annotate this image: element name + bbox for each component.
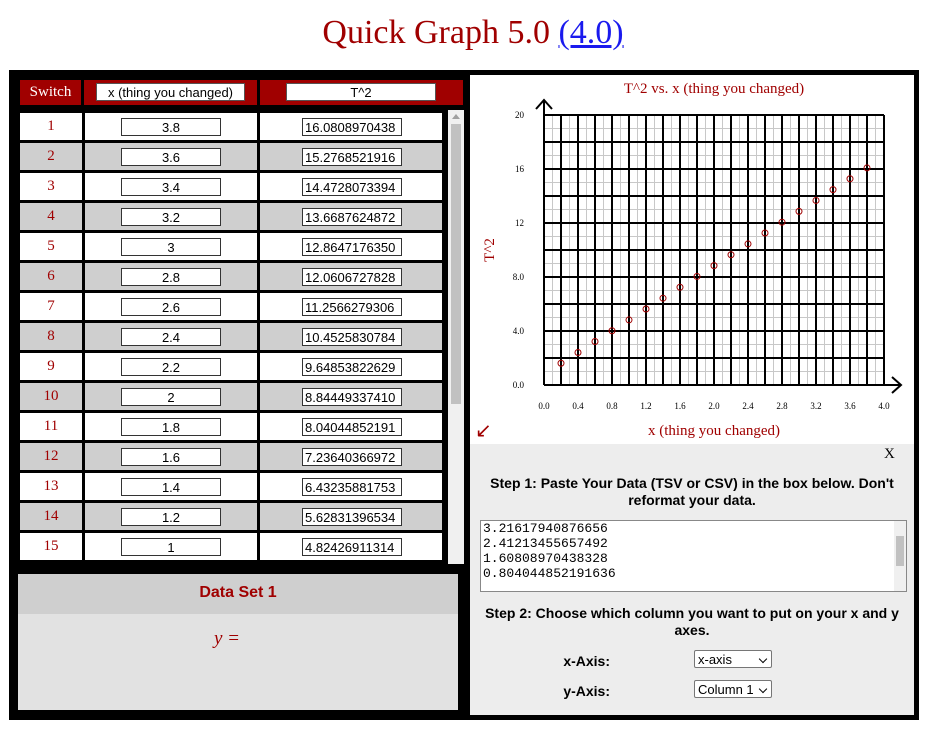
row-number: 2: [20, 143, 82, 170]
y-value-input[interactable]: [302, 208, 402, 226]
row-number: 11: [20, 413, 82, 440]
y-cell: [260, 413, 442, 440]
y-value-input[interactable]: [302, 298, 402, 316]
data-paste-textarea[interactable]: [480, 520, 907, 592]
x-value-input[interactable]: [121, 298, 221, 316]
data-line: 1.60808970438328: [483, 551, 608, 566]
table-row: [18, 443, 444, 470]
x-axis-title: x (thing you changed): [647, 423, 781, 439]
x-cell: [85, 203, 257, 230]
y-cell: [260, 293, 442, 320]
x-tick-label: 2.0: [708, 401, 720, 411]
y-value-input[interactable]: [302, 118, 402, 136]
data-line: 2.41213455657492: [483, 536, 608, 551]
row-number: 1: [20, 113, 82, 140]
x-axis-select[interactable]: x-axis: [694, 650, 772, 668]
x-tick-label: 2.4: [742, 401, 754, 411]
step1-instructions: Step 1: Paste Your Data (TSV or CSV) in the box below. Don't reformat your data.: [490, 475, 894, 508]
scroll-thumb[interactable]: [451, 124, 461, 404]
x-value-input[interactable]: [121, 448, 221, 466]
table-row: [18, 113, 444, 140]
x-cell: [85, 323, 257, 350]
y-value-input[interactable]: [302, 268, 402, 286]
table-row: [18, 173, 444, 200]
x-tick-label: 3.2: [810, 401, 822, 411]
resize-arrow-icon[interactable]: ↙: [475, 418, 492, 442]
y-value-input[interactable]: [302, 358, 402, 376]
x-tick-label: 0.8: [606, 401, 618, 411]
dataset-title: Data Set 1: [18, 574, 458, 614]
row-number: 8: [20, 323, 82, 350]
y-cell: [260, 533, 442, 560]
table-row: [18, 533, 444, 560]
x-axis-label: x-Axis:: [563, 653, 610, 669]
y-value-input[interactable]: [302, 328, 402, 346]
textarea-scrollbar[interactable]: [894, 521, 906, 591]
y-value-input[interactable]: [302, 448, 402, 466]
y-cell: [260, 113, 442, 140]
dataset-panel: [18, 574, 458, 710]
y-cell: [260, 503, 442, 530]
x-value-input[interactable]: [121, 538, 221, 556]
y-cell: [260, 323, 442, 350]
y-tick-label: 0.0: [512, 380, 524, 390]
y-value-input[interactable]: [302, 388, 402, 406]
y-tick-label: 4.0: [512, 326, 524, 336]
data-line: 0.804044852191636: [483, 566, 616, 581]
table-row: [18, 473, 444, 500]
table-row: [18, 203, 444, 230]
row-number: 6: [20, 263, 82, 290]
y-cell: [260, 143, 442, 170]
x-value-input[interactable]: [121, 358, 221, 376]
y-cell: [260, 173, 442, 200]
page-title: [0, 14, 946, 52]
x-cell: [85, 353, 257, 380]
x-cell: [85, 143, 257, 170]
x-cell: [85, 293, 257, 320]
x-value-input[interactable]: [121, 148, 221, 166]
x-tick-label: 2.8: [776, 401, 788, 411]
table-row: [18, 323, 444, 350]
fit-equation: y =: [213, 628, 240, 649]
x-value-input[interactable]: [121, 178, 221, 196]
y-cell: [260, 233, 442, 260]
y-tick-label: 8.0: [512, 272, 524, 282]
y-header-cell: [260, 80, 463, 105]
table-row: [18, 143, 444, 170]
y-value-input[interactable]: [302, 418, 402, 436]
y-value-input[interactable]: [302, 238, 402, 256]
y-axis-label: y-Axis:: [563, 683, 610, 699]
y-value-input[interactable]: [302, 508, 402, 526]
x-value-input[interactable]: [121, 478, 221, 496]
table-row: [18, 263, 444, 290]
x-value-input[interactable]: [121, 118, 221, 136]
y-cell: [260, 383, 442, 410]
table-row: [18, 353, 444, 380]
row-number: 14: [20, 503, 82, 530]
row-number: 15: [20, 533, 82, 560]
row-number: 10: [20, 383, 82, 410]
y-header-input[interactable]: [286, 83, 436, 101]
x-value-input[interactable]: [121, 208, 221, 226]
scatter-chart: [470, 75, 914, 444]
x-cell: [85, 413, 257, 440]
x-cell: [85, 263, 257, 290]
x-cell: [85, 233, 257, 260]
data-line: 3.21617940876656: [483, 521, 608, 536]
x-tick-label: 1.2: [640, 401, 652, 411]
row-number: 3: [20, 173, 82, 200]
y-value-input[interactable]: [302, 148, 402, 166]
x-value-input[interactable]: [121, 328, 221, 346]
y-tick-label: 20: [515, 110, 524, 120]
row-number: 12: [20, 443, 82, 470]
x-tick-label: 0.4: [572, 401, 584, 411]
version-link[interactable]: (4.0): [558, 14, 624, 51]
row-number: 13: [20, 473, 82, 500]
y-cell: [260, 203, 442, 230]
table-row: [18, 503, 444, 530]
x-value-input[interactable]: [121, 238, 221, 256]
x-value-input[interactable]: [121, 418, 221, 436]
y-cell: [260, 443, 442, 470]
textarea-scroll-thumb[interactable]: [896, 536, 904, 566]
title-text: Quick Graph 5.0: [322, 14, 550, 51]
row-number: 7: [20, 293, 82, 320]
y-value-input[interactable]: [302, 538, 402, 556]
x-cell: [85, 533, 257, 560]
y-value-input[interactable]: [302, 178, 402, 196]
switch-button[interactable]: Switch: [20, 80, 81, 105]
close-icon[interactable]: X: [884, 446, 895, 462]
table-scrollbar[interactable]: [448, 110, 464, 564]
step2-instructions: Step 2: Choose which column you want to put on your x and y axes.: [485, 605, 899, 638]
row-number: 5: [20, 233, 82, 260]
table-row: [18, 413, 444, 440]
x-cell: [85, 443, 257, 470]
table-row: [18, 233, 444, 260]
scroll-up-icon[interactable]: [452, 114, 460, 119]
x-tick-label: 4.0: [878, 401, 890, 411]
x-tick-label: 0.0: [538, 401, 550, 411]
x-cell: [85, 113, 257, 140]
x-tick-label: 3.6: [844, 401, 856, 411]
y-axis-select[interactable]: Column 1: [694, 680, 772, 698]
y-cell: [260, 473, 442, 500]
x-header-input[interactable]: [96, 83, 245, 101]
x-cell: [85, 503, 257, 530]
x-cell: [85, 473, 257, 500]
table-row: [18, 293, 444, 320]
x-value-input[interactable]: [121, 508, 221, 526]
y-tick-label: 16: [515, 164, 524, 174]
x-cell: [85, 383, 257, 410]
y-cell: [260, 353, 442, 380]
y-value-input[interactable]: [302, 478, 402, 496]
row-number: 9: [20, 353, 82, 380]
y-tick-label: 12: [515, 218, 524, 228]
x-tick-label: 1.6: [674, 401, 686, 411]
chart-title: T^2 vs. x (thing you changed): [623, 81, 805, 97]
table-rows: [18, 113, 444, 564]
data-entry-panel: [470, 444, 914, 715]
row-number: 4: [20, 203, 82, 230]
x-header-cell: [84, 80, 257, 105]
x-cell: [85, 173, 257, 200]
x-value-input[interactable]: [121, 388, 221, 406]
y-cell: [260, 263, 442, 290]
x-value-input[interactable]: [121, 268, 221, 286]
table-row: [18, 383, 444, 410]
y-axis-title: T^2: [482, 238, 498, 262]
